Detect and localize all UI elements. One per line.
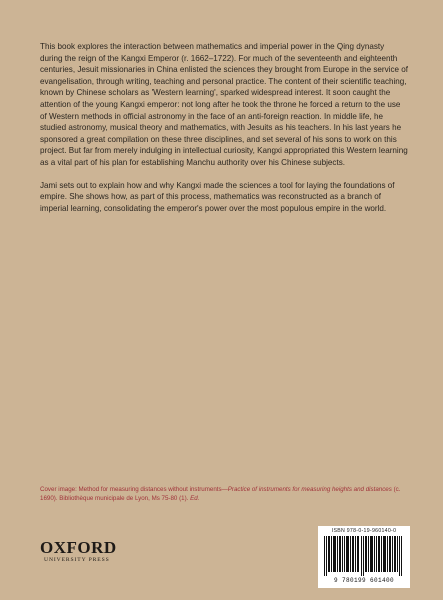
isbn-label: ISBN 978-0-19-960140-0	[331, 528, 397, 534]
publisher-logo	[40, 539, 140, 563]
barcode-digits: 9 780199 601400	[333, 577, 394, 584]
barcode-icon	[324, 536, 404, 576]
blurb-paragraph-1: This book explores the interaction between mathematics and imperial power in the Qing dynasty during the reign of the Kangxi Emperor (r. 1662–1722). For much of the seventeenth and eighteenth centuries, Jesuit missionaries in China enlisted the sciences they brought from Europe in the service of evangelisation, through writing, teaching and personal practice. The content of their scientific teaching, known by Chinese scholars as 'Western learning', sparked widespread interest. It soon caught the attention of the young Kangxi emperor: not long after he took the throne he forced a return to the use of Western methods in official astronomy in the face of an anti-foreign reaction. In middle life, he studied astronomy, musical theory and mathematics, with Jesuits as his teachers. In his last years he sponsored a great compilation on these three disciplines, and set several of his sons to work on this project. But far from merely indulging in intellectual curiosity, Kangxi appropriated this Western learning as a vital part of his plan for establishing Manchu authority over his Chinese subjects.	[40, 42, 409, 167]
credit-rest: (c. 1690). Bibliothèque municipale de Lyon, Ms 75-80 (1).	[40, 486, 401, 502]
blurb-paragraph-2: Jami sets out to explain how and why Kangxi made the sciences a tool for laying the foundations of empire. She shows how, as part of this process, mathematics was reconstructed as a branch of imperial learning, consolidating the emperor's power over the most populous empire in the world.	[40, 180, 395, 213]
publisher-sub: UNIVERSITY PRESS	[44, 557, 110, 563]
credit-title: Practice of instruments for measuring heights and distances	[227, 486, 392, 493]
cover-image-credit	[40, 485, 410, 503]
credit-lead: Cover image: Method for measuring distances without instruments—	[40, 486, 228, 493]
publisher-brand: OXFORD	[40, 538, 117, 557]
blurb-text	[40, 41, 408, 214]
credit-tail: Ed.	[188, 495, 200, 502]
isbn-barcode	[318, 526, 410, 588]
